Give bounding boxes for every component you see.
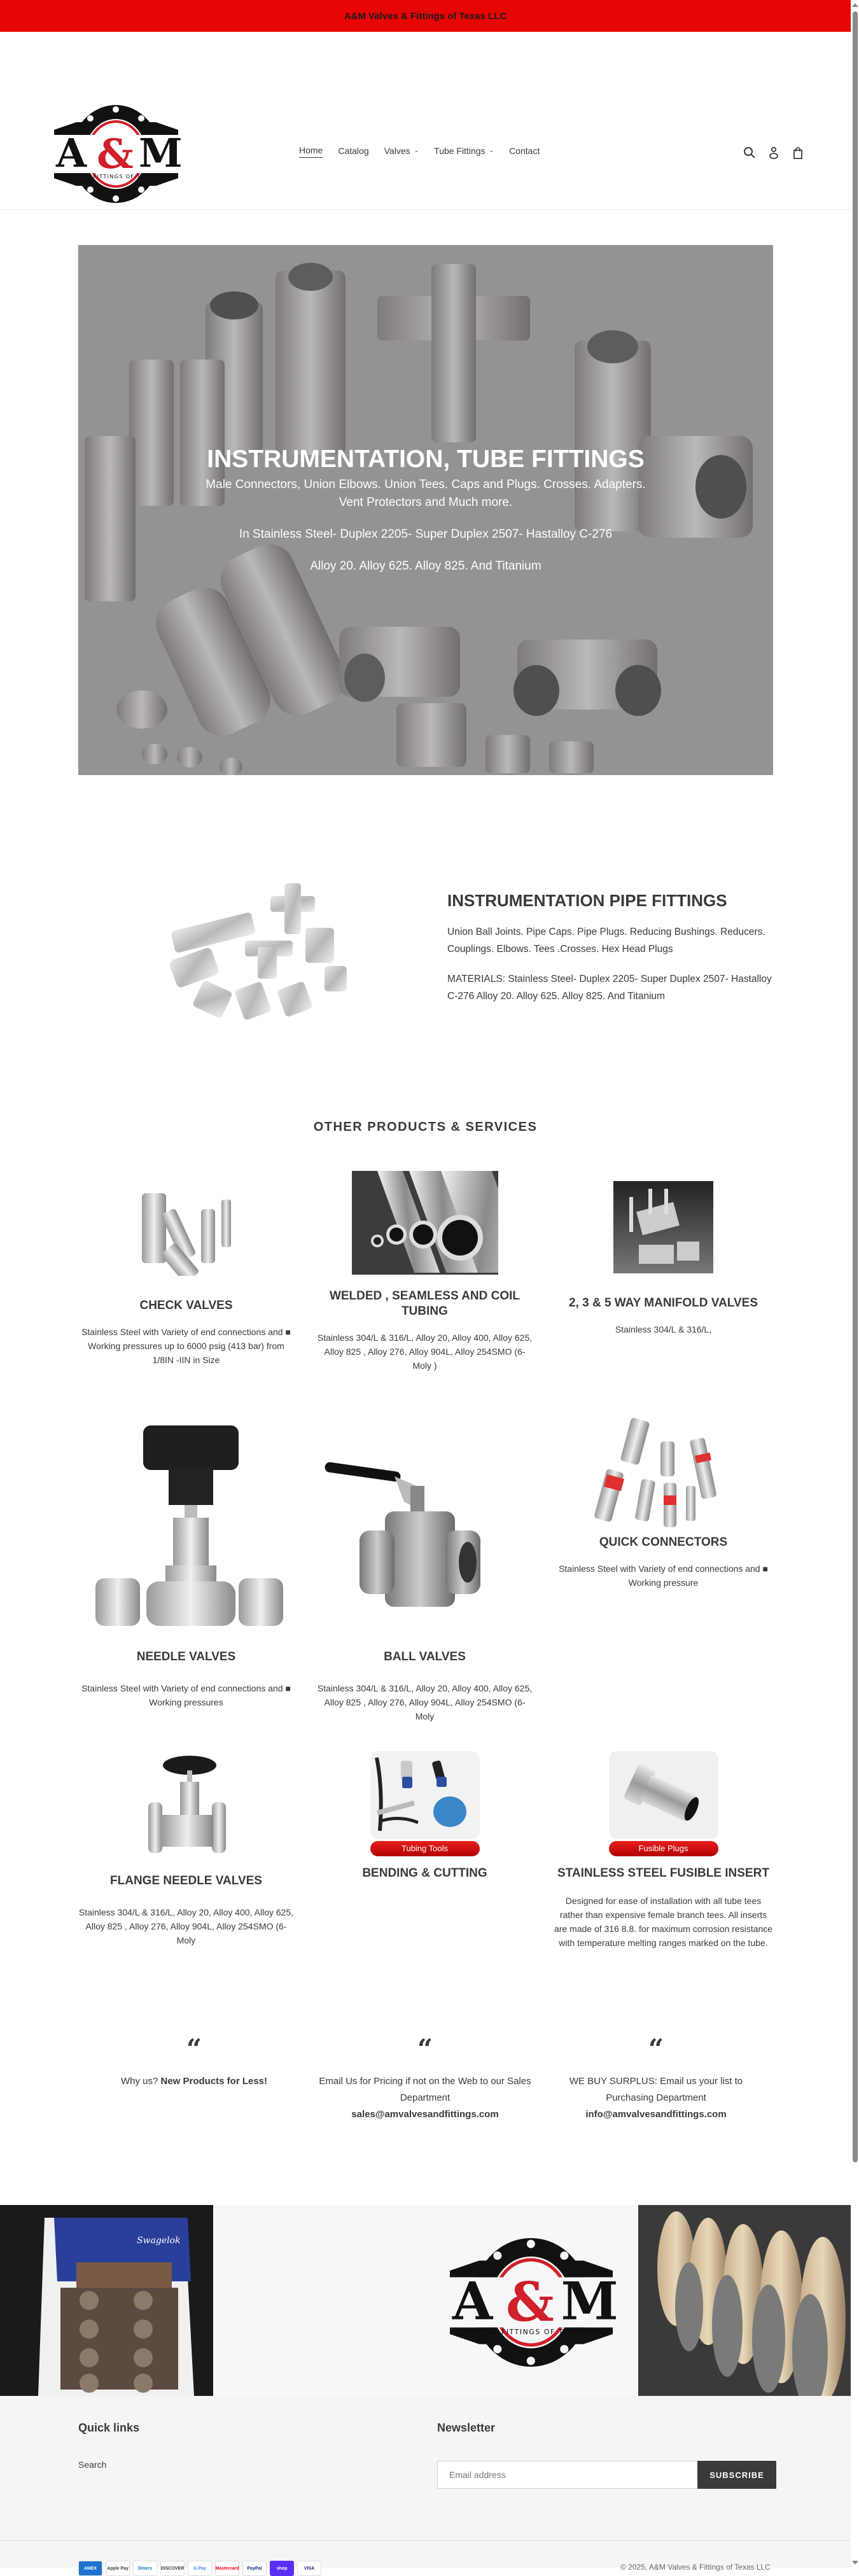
scroll-up-arrow-icon[interactable] [852,3,858,7]
announcement-bar [0,0,851,32]
discover-icon: DISCOVER [160,2561,185,2576]
pipe-fittings-desc: Union Ball Joints. Pipe Caps. Pipe Plugs. Reducing Bushings. Reducers. Couplings. Elbows. Tees .Crosses. Hex Head Plugs [447,927,765,955]
chevron-down-icon: ⌄ [489,147,494,153]
header-icons [743,146,804,162]
hero-line-1: Male Connectors, Union Elbows. Union Tees. Caps and Plugs. Crosses. Adapters. [206,478,646,491]
nav-tube-fittings[interactable] [434,145,494,158]
product-desc: Stainless 304/L & 316/L, [615,1324,712,1334]
nav-home-label: Home [299,145,323,155]
chevron-down-icon: ⌄ [414,147,419,153]
quote-why-us [83,2033,305,2090]
ball-valves-image [315,1416,534,1635]
hero-title: INSTRUMENTATION, TUBE FITTINGS [207,445,645,473]
hero-line-2: Vent Protectors and Much more. [339,496,513,509]
scrollbar-thumb[interactable] [853,11,858,2162]
paypal-icon: PayPal [242,2561,267,2576]
logo-graphic [51,103,181,205]
svg-text:&: & [97,130,134,178]
tubing-image [352,1171,498,1275]
product-title: STAINLESS STEEL FUSIBLE INSERT [557,1866,769,1880]
svg-text:M: M [561,2271,617,2332]
svg-text:A: A [452,2271,493,2332]
product-card-check-valves[interactable] [76,1171,296,1367]
mastercard-icon: Mastercard [215,2561,239,2576]
product-card-needle-valves[interactable] [76,1416,296,1709]
product-desc: Designed for ease of installation with all tube tees rather than expensive female branch tees. All inserts are made of 316 8.8. for maximum corrosion resistance with temperature melting ranges marked on the tube. [554,1896,773,1948]
newsletter-email-input[interactable] [437,2461,698,2489]
quote-body: Email Us for Pricing if not on the Web to our Sales Department [319,2076,531,2103]
quote-mark-icon: “ [186,2033,202,2064]
quote-surplus [545,2033,767,2123]
quick-links-title: Quick links [78,2421,140,2434]
info-email-link[interactable]: info@amvalvesandfittings.com [585,2109,727,2120]
box-brand-text: Swagelok [137,2236,181,2246]
sales-email-link[interactable]: sales@amvalvesandfittings.com [351,2109,499,2120]
products-section-title: OTHER PRODUCTS & SERVICES [313,1120,538,1134]
google-pay-icon: G Pay [188,2561,212,2576]
fusible-plugs-image [609,1751,718,1856]
needle-valves-image [76,1416,296,1635]
product-card-bending-cutting[interactable] [315,1751,534,1881]
quote-body: Why us? [120,2076,161,2087]
hero-text [78,445,773,575]
product-desc: Stainless Steel with Variety of end connections and ■ Working pressure [559,1564,768,1588]
svg-text:VALVES & FITTINGS OF TEXAS LLC: VALVES & FITTINGS OF TEXAS LLC [457,2327,605,2336]
apple-pay-icon: Apple Pay [106,2561,130,2576]
hero-line-4: Alloy 20. Alloy 625. Alloy 825. And Titanium [310,559,541,573]
diners-icon: Diners [133,2561,157,2576]
product-card-fusible-insert[interactable] [554,1751,773,1950]
footer-link-search[interactable]: Search [78,2460,107,2470]
quick-connectors-image [587,1416,740,1527]
gallery-logo [445,2236,617,2369]
payment-icons [78,2561,321,2576]
nav-valves-label: Valves [384,145,410,156]
quote-sales [314,2033,536,2123]
product-desc: Stainless 304/L & 316/L, Alloy 20, Alloy 400, Alloy 625, Alloy 825 , Alloy 276, Alloy 904L, Alloy 254SMO (6-Moly [317,1683,533,1721]
product-title: CHECK VALVES [139,1299,233,1312]
product-desc: Stainless 304/L & 316/L, Alloy 20, Alloy 400, Alloy 625, Alloy 825 , Alloy 276, Alloy 904L, Alloy 254SMO (6-Moly ) [317,1333,533,1371]
nav-contact-label: Contact [509,145,540,156]
site-header [0,32,851,210]
product-title: BALL VALVES [384,1650,466,1663]
account-icon[interactable] [767,146,780,162]
quote-mark-icon: “ [417,2033,433,2064]
product-card-quick-connectors[interactable] [554,1416,773,1590]
pipe-fittings-image [153,871,356,1023]
nav-contact[interactable] [509,145,540,158]
logo[interactable] [51,103,181,205]
nav-valves[interactable] [384,145,419,158]
check-valves-image [132,1180,241,1276]
nav-catalog-label: Catalog [338,145,369,156]
subscribe-button[interactable]: SUBSCRIBE [697,2461,776,2489]
flange-needle-valves-image [139,1751,234,1859]
product-title: BENDING & CUTTING [362,1866,487,1880]
pipe-fittings-text [447,891,778,1005]
nav-home[interactable] [299,145,323,158]
tubing-tools-badge: Tubing Tools [370,1841,480,1856]
nav-catalog[interactable] [338,145,368,158]
main-nav [299,145,555,158]
quote-text [83,2073,305,2090]
svg-text:M: M [139,130,181,176]
newsletter-title: Newsletter [437,2421,496,2434]
search-icon[interactable] [743,146,756,162]
product-desc: Stainless 304/L & 316/L, Alloy 20, Alloy 400, Alloy 625, Alloy 825 , Alloy 276, Alloy 904L, Alloy 254SMO (6-Moly [78,1907,294,1945]
announcement-text: A&M Valves & Fittings of Texas LLC [344,10,507,22]
page-scrollbar[interactable] [851,0,859,2568]
product-card-tubing[interactable] [315,1171,534,1373]
product-title: FLANGE NEEDLE VALVES [110,1874,262,1887]
product-desc: Stainless Steel with Variety of end connections and ■ Working pressures [81,1683,291,1707]
svg-text:VALVES & FITTINGS OF TEXAS LLC: VALVES & FITTINGS OF TEXAS LLC [59,173,172,179]
product-title: WELDED , SEAMLESS AND COIL TUBING [329,1289,520,1318]
tubing-tools-image [370,1751,480,1856]
product-card-flange-needle-valves[interactable] [76,1751,296,1947]
visa-icon: VISA [297,2561,321,2576]
quote-body: WE BUY SURPLUS: Email us your list to Purchasing Department [569,2076,743,2103]
amex-icon: AMEX [78,2561,102,2576]
quote-highlight: New Products for Less! [160,2076,268,2087]
product-card-manifold[interactable] [554,1171,773,1336]
hero-line-3: In Stainless Steel- Duplex 2205- Super Duplex 2507- Hastalloy C-276 [239,528,613,541]
fusible-plugs-badge: Fusible Plugs [609,1841,718,1856]
image-gallery [0,2205,851,2396]
pipe-fittings-materials: MATERIALS: Stainless Steel- Duplex 2205- Super Duplex 2507- Hastalloy C-276 Alloy 20. Alloy 625. Alloy 825. And Titanium [447,974,772,1002]
scroll-down-arrow-icon[interactable] [852,2561,858,2565]
pipe-fittings-title: INSTRUMENTATION PIPE FITTINGS [447,891,727,910]
product-desc: Stainless Steel with Variety of end connections and ■ Working pressures up to 6000 psig (413 bar) from 1/8IN -IIN in Size [81,1327,291,1365]
copyright: © 2025, A&M Valves & Fittings of Texas LLC [620,2563,771,2572]
manifold-image [613,1181,713,1273]
shop-pay-icon: shop [270,2561,294,2576]
quote-mark-icon: “ [648,2033,664,2064]
product-title: 2, 3 & 5 WAY MANIFOLD VALVES [568,1296,758,1310]
gallery-swagelok-box-image [0,2205,213,2396]
gallery-tube-coils-image [638,2205,851,2396]
site-footer [0,2396,851,2572]
product-title: NEEDLE VALVES [136,1650,236,1663]
hero-banner [78,245,773,775]
nav-tube-fittings-label: Tube Fittings [434,145,485,156]
cart-icon[interactable] [792,146,804,162]
product-card-ball-valves[interactable] [315,1416,534,1723]
product-title: QUICK CONNECTORS [599,1536,728,1549]
svg-text:A: A [56,130,87,176]
footer-divider [0,2540,851,2541]
svg-text:&: & [505,2270,554,2334]
